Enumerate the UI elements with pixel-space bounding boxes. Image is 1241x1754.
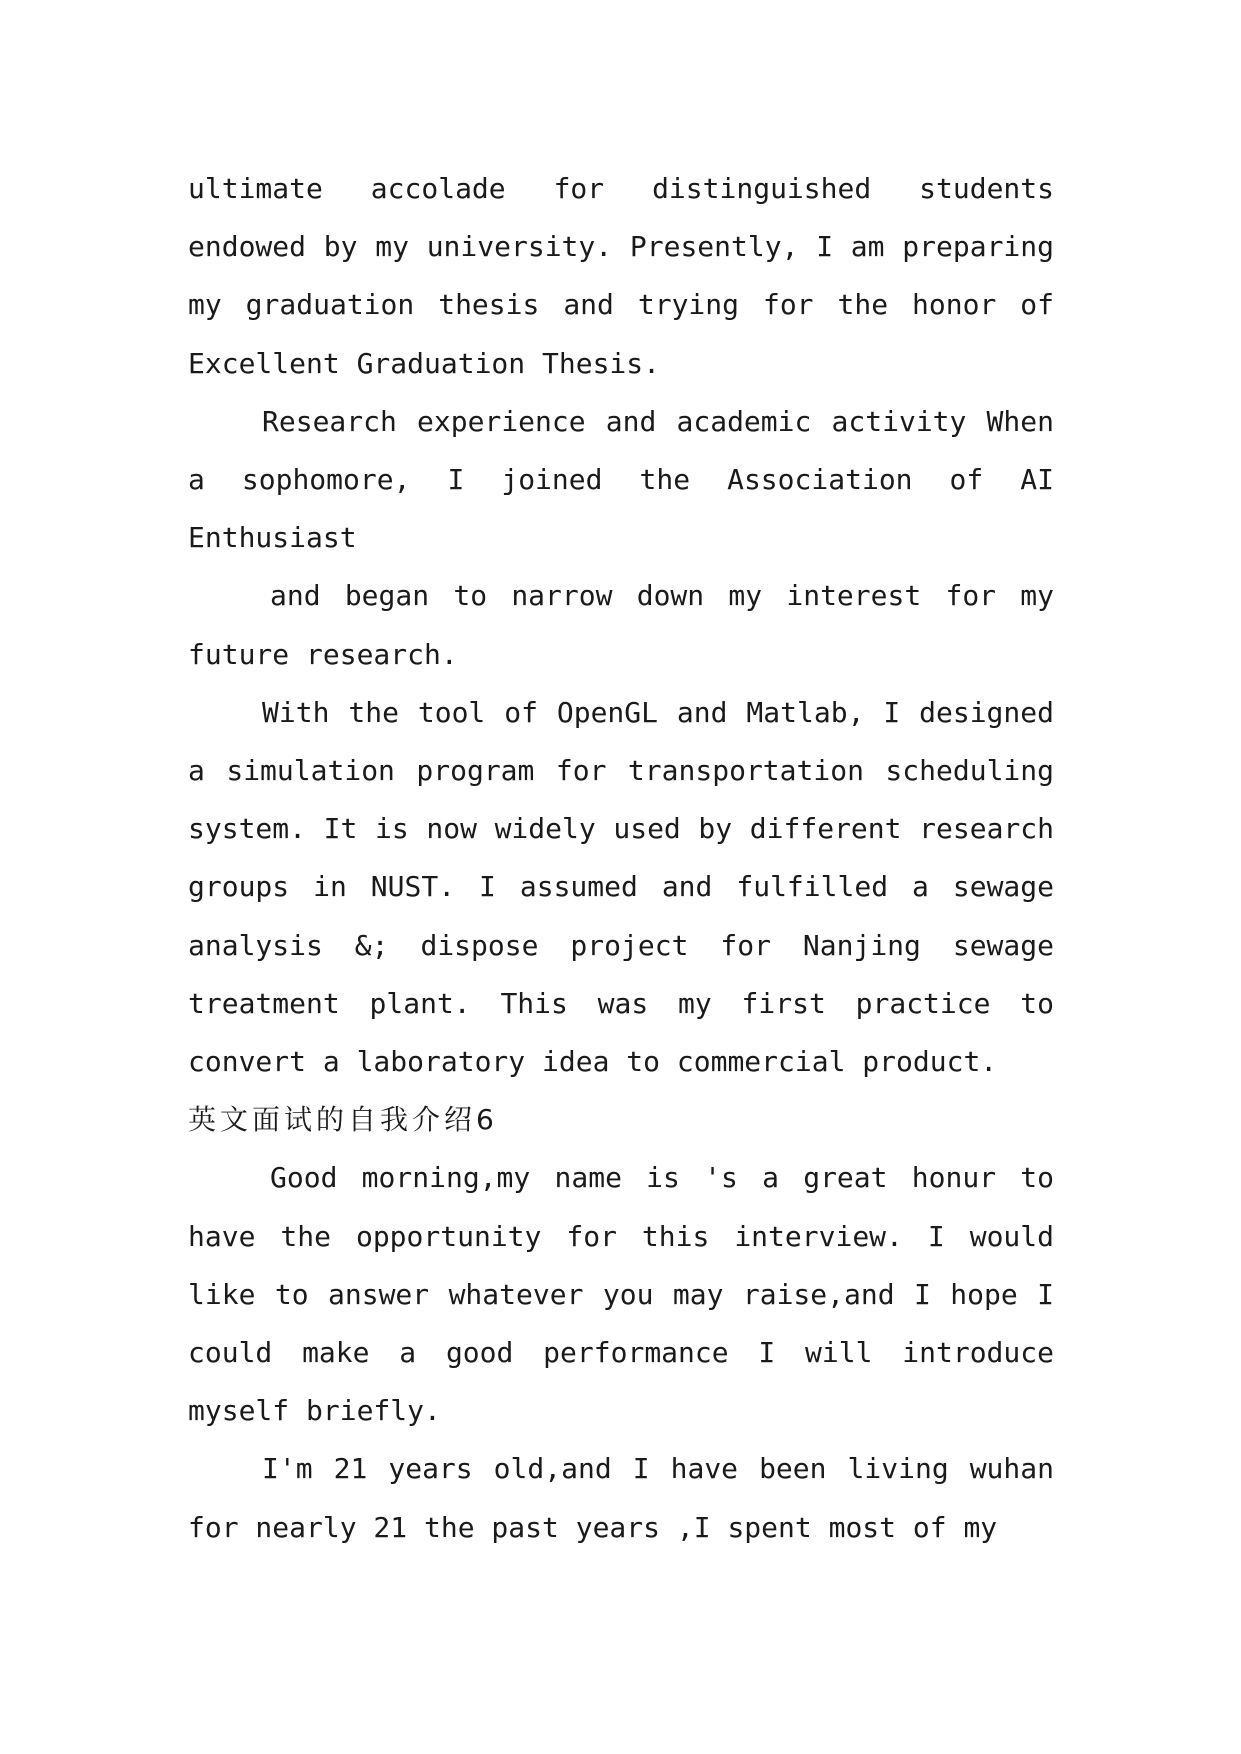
section-heading: 英文面试的自我介绍6 [188,1103,498,1137]
document-body [188,160,1054,1557]
paragraph-interest: and began to narrow down my interest for my future research. [188,579,1054,671]
paragraph-greeting: Good morning,my name is 's a great honur to have the opportunity for this interview. I would like to answer whatever you may raise,and I hope I could make a good performance I will introduce myself briefly. [188,1161,1054,1428]
paragraph-opengl-project: With the tool of OpenGL and Matlab, I designed a simulation program for transportation scheduling system. It is now widely used by different research groups in NUST. I assumed and fulfilled a sewage analysis &; dispose project for Nanjing sewage treatment plant. This was my first practice to convert a laboratory idea to commercial product. [188,695,1054,1079]
paragraph-age-location: I'm 21 years old,and I have been living wuhan for nearly 21 the past years ,I spent most of my [188,1452,1054,1544]
paragraph-research-experience: Research experience and academic activity When a sophomore, I joined the Association of AI Enthusiast [188,404,1054,555]
paragraph-accolade: ultimate accolade for distinguished students endowed by my university. Presently, I am preparing my graduation thesis and trying for the honor of Excellent Graduation Thesis. [188,172,1054,380]
